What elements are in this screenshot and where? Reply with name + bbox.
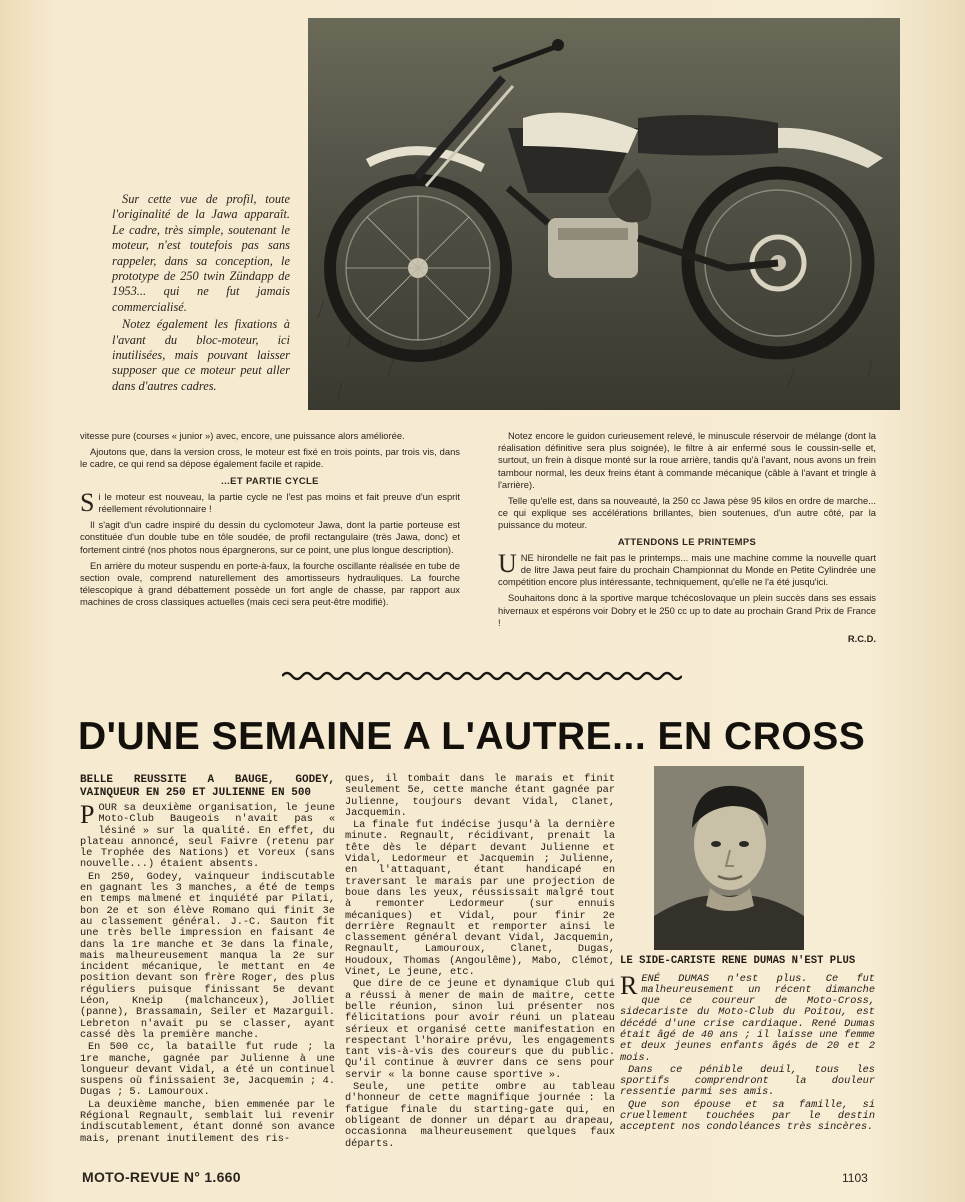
obituary-paragraph: Dans ce pénible deuil, tous les sportifs comprendront la douleur ressentie parmi ses amis. <box>620 1063 875 1099</box>
subheading-printemps: ATTENDONS LE PRINTEMPS <box>617 535 757 547</box>
report-paragraph: La finale fut indécise jusqu'à la dernière minute. Regnault, récidivant, prenait la tête dès le départ devant Julienne et Vidal, Ledormeur et Jacquemin ; Julienne, en l'attaquant, étant handicapé en traversant le marais par une projection de boue dans les yeux, réussissait malgré tout à remonter Ledormeur (sur ennuis mécaniques) et Vidal, pour finir 2e derrière Regnault et remporter ainsi le classement général devant Vidal, Jacquemin, Regnault, Lamouroux, Clanet, Dugas, Houdoux, Thomas (Angoulême), Mabo, Clémot, Vinet, Le jeune, etc. <box>345 819 615 979</box>
article-paragraph <box>498 548 876 589</box>
drop-cap: R <box>620 970 638 1000</box>
photo-caption-paragraph: Notez également les fixations à l'avant du bloc-moteur, ici inutilisées, mais pouvant laisser supposer que ce moteur peut aller dans d'autres cadres. <box>112 317 290 393</box>
rene-dumas-portrait <box>654 766 804 950</box>
report-paragraph: En 250, Godey, vainqueur indiscutable en gagnant les 3 manches, a été de temps en temps malmené et inquiété par Pilati, bon 2e et son élève Romano qui finit 3e au classement général. J.-C. Sauton fit une très belle impression en faisant 4e dans la 1re manche et 3e dans la finale, mais malheureusement manqua la 2e sur incident mécanique, le mettant en 4e position devant son frère Roger, des plus réguliers puisque finissant 5e devant Léon, Kneip (malchanceux), Jolliet (panne), Brassamain, Seiler et Mazarguil. Lebreton n'avait pu se classer, ayant cassé dès la première manche. <box>80 870 335 1041</box>
article-paragraph <box>80 487 460 517</box>
article-paragraph: vitesse pure (courses « junior ») avec, encore, une puissance alors améliorée. <box>80 430 405 441</box>
obituary-paragraph: Que son épouse et sa famille, si cruellement touchées par le destin acceptent nos condoléances très sincères. <box>620 1098 875 1134</box>
obituary-paragraph <box>620 970 875 1064</box>
section-headline: D'UNE SEMAINE A L'AUTRE... EN CROSS <box>78 715 866 758</box>
obituary-text: ENÉ DUMAS n'est plus. Ce fut malheureusement un récent dimanche que ce coureur de Moto-Cross, sidecariste du Moto-Club du Poitou, est décédé d'une crise cardiaque. René Dumas était âgé de 40 ans ; il laisse une femme et deux jeunes enfants âgés de 20 et 2 mois. <box>620 972 875 1064</box>
drop-cap: P <box>80 800 95 829</box>
article-paragraph: Il s'agit d'un cadre inspiré du dessin du cyclomoteur Jawa, dont la partie porteuse est constituée d'un double tube en tôle soudée, de profil rectangulaire (très Jawa, donc) et fortement cintré (nos photos nous épargnerons, sur ce point, une plus longue description). <box>80 519 460 555</box>
magazine-issue: MOTO-REVUE N° 1.660 <box>82 1169 241 1185</box>
article-text: i le moteur est nouveau, la partie cycle ne l'est pas moins et fait preuve d'un esprit réellement révolutionnaire ! <box>98 490 460 515</box>
subheading-partie-cycle: ...ET PARTIE CYCLE <box>221 474 319 486</box>
report-paragraph: En 500 cc, la bataille fut rude ; la 1re manche, gagnée par Julienne à une longueur devant Vidal, a été un continuel suspens où finissaient 3e, Jacquemin ; 4. Dugas ; 5. Lamouroux. <box>80 1041 335 1099</box>
drop-cap: S <box>80 487 95 517</box>
article-paragraph: Ajoutons que, dans la version cross, le moteur est fixé en trois points, par trois vis, dans le cadre, ce qui rend sa dépose également facile et rapide. <box>80 446 460 470</box>
article-paragraph: Souhaitons donc à la sportive marque tchécoslovaque un plein succès dans ses essais hivernaux et espérons voir Dobry et le 250 cc up to date au prochain Grand Prix de France ! <box>498 592 876 628</box>
jawa-motorcycle-image <box>308 18 900 410</box>
obituary-column <box>620 955 875 1135</box>
article-paragraph: En arrière du moteur suspendu en porte-à-faux, la fourche oscillante réalisée en tube de section ovale, comprend naturellement des amortisseurs hydrauliques. La fourche télescopique à grand débattement possède un fort angle de chasse, par rapport aux machines de cross classiques actuelles (mais ceci sera peut-être modifié). <box>80 559 460 608</box>
motorcycle-photo <box>308 18 900 410</box>
report-paragraph: La deuxième manche, bien emmenée par le Régional Regnault, semblait lui revenir indiscutablement, étant donné son avance mais, prenant inutilement des ris- <box>80 1098 335 1145</box>
obituary-heading: LE SIDE-CARISTE RENE DUMAS N'EST PLUS <box>620 955 856 967</box>
bauge-report-column-2 <box>345 774 615 1151</box>
bauge-heading: BELLE REUSSITE A BAUGE, GODEY, VAINQUEUR EN 250 ET JULIENNE EN 500 <box>80 774 335 799</box>
bauge-report-column-1 <box>80 774 335 1146</box>
article-column-right <box>498 430 876 645</box>
photo-caption <box>112 192 290 414</box>
report-paragraph <box>80 800 335 871</box>
article-column-left <box>80 430 460 613</box>
wavy-divider <box>282 670 682 682</box>
portrait-image <box>654 766 804 950</box>
report-paragraph: Seule, une petite ombre au tableau d'honneur de cette magnifique journée : la fatigue finale du starting-gate qui, en obligeant de donner un départ au drapeau, occasionna malheureusement quelques faux départs. <box>345 1081 615 1150</box>
drop-cap: U <box>498 548 517 578</box>
article-text: NE hirondelle ne fait pas le printemps... mais une machine comme la nouvelle quart de litre Jawa peut faire du prochain Championnat du Monde en Petite Cylindrée une compétition encore plus intéressante, techniquement, qu'elle ne l'a été jusqu'ici. <box>498 551 876 588</box>
report-text: OUR sa deuxième organisation, le jeune Moto-Club Baugeois n'avait pas « lésiné » sur la qualité. En effet, du plateau annoncé, seul Faivre (retenu par le Trophée des Nations) et Voreux (sans nouvelle...) étaient absents. <box>80 802 335 871</box>
page-number: 1103 <box>842 1171 868 1185</box>
report-paragraph: ques, il tombait dans le marais et finit seulement 5e, cette manche étant gagnée par Julienne, toujours devant Vidal, Clanet, Jacquemin. <box>345 773 615 819</box>
photo-caption-paragraph: Sur cette vue de profil, toute l'originalité de la Jawa apparaît. Le cadre, très simple, soutenant le moteur, n'est toutefois pas sans rappeler, dans sa conception, le prototype de 250 twin Zündapp de 1953... qui ne fut jamais commercialisé. <box>112 192 290 314</box>
author-signature: R.C.D. <box>847 633 876 645</box>
article-paragraph: Telle qu'elle est, dans sa nouveauté, la 250 cc Jawa pèse 95 kilos en ordre de marche... ce qui explique ses accélérations brillantes, bien soutenues, d'un autre côté, par la puissance du moteur. <box>498 495 876 531</box>
report-paragraph: Que dire de ce jeune et dynamique Club qui a réussi à mener de main de maitre, cette belle réunion, sinon lui présenter nos félicitations pour avoir réuni un plateau sérieux et organisé cette manifestation en respectant l'horaire prévu, les engagements tant vis-à-vis des coureurs que du public. Qu'il continue à œuvrer dans ce sens pour servir « la bonne cause sportive ». <box>345 978 615 1081</box>
article-paragraph: Notez encore le guidon curieusement relevé, le minuscule réservoir de mélange (dont la réalisation définitive sera plus soignée), le filtre à air enfermé sous le coussin-selle et, surtout, un frein à disque monté sur la roue arrière, tandis qu'à l'avant, nous avons un frein tambour normal, les deux freins étant à commande mécanique (câble à l'avant et tringle à l'arrière). <box>498 430 876 490</box>
